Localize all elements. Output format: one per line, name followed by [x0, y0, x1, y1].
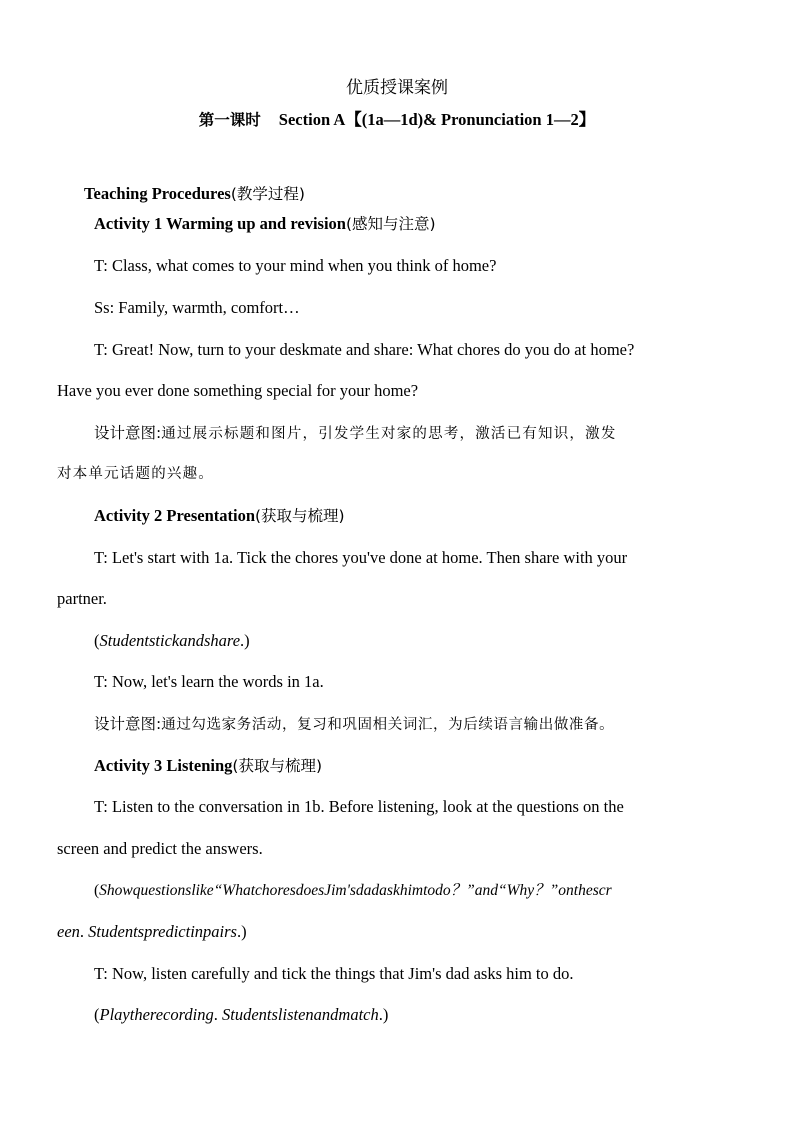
page-title: 优质授课案例 [346, 78, 448, 97]
activity3-heading [94, 755, 322, 777]
design-intent-label: 设计意图: [94, 424, 162, 442]
activity3-line4 [94, 1004, 388, 1026]
activity2-line1b: partner. [57, 589, 107, 608]
paren-open: ( [94, 631, 100, 650]
lesson-label: 第一课时 [198, 111, 261, 129]
activity1-line2: Ss: Family, warmth, comfort… [94, 298, 300, 317]
stage-direction: Studentstickandshare [99, 631, 241, 650]
design-intent-text: 通过展示标题和图片，引发学生对家的思考，激活已有知识，激发 [161, 426, 617, 442]
activity1-title: Activity 1 Warming up and revision [94, 214, 346, 233]
activity3-title-cn: (获取与梳理) [232, 757, 323, 775]
paren-open: ( [94, 882, 100, 899]
design-intent-text: 通过勾选家务活动，复习和巩固相关词汇，为后续语言输出做准备。 [161, 717, 615, 733]
activity2-line2 [94, 630, 250, 652]
activity1-title-cn: (感知与注意) [345, 215, 436, 233]
activity3-line1a: T: Listen to the conversation in 1b. Before listening, look at the questions on the [94, 797, 624, 816]
activity3-line1b: screen and predict the answers. [57, 839, 263, 858]
activity1-line3a: T: Great! Now, turn to your deskmate and share: What chores do you do at home? [94, 340, 635, 359]
paren-close: .) [378, 1005, 389, 1024]
activity3-line3: T: Now, listen carefully and tick the things that Jim's dad asks him to do. [94, 964, 574, 983]
activity2-heading [94, 505, 345, 527]
separator: . [213, 1005, 222, 1024]
section-label: Section A【(1a—1d)& Pronunciation 1—2】 [278, 110, 596, 129]
procedures-heading-en: Teaching Procedures [84, 184, 231, 203]
lesson-subtitle [0, 109, 794, 131]
stage-direction: Studentslistenandmatch [222, 1005, 379, 1024]
activity2-title-cn: (获取与梳理) [255, 507, 345, 525]
activity2-line3: T: Now, let's learn the words in 1a. [94, 672, 324, 691]
activity1-heading [94, 213, 436, 235]
activity1-line1: T: Class, what comes to your mind when you think of home? [94, 256, 497, 275]
activity3-line2b [57, 921, 247, 943]
separator: . [79, 922, 89, 941]
stage-direction: Playtherecording [99, 1005, 214, 1024]
stage-direction: Studentspredictinpairs [88, 922, 237, 941]
procedures-heading-cn: (教学过程) [230, 185, 305, 203]
activity2-line1a: T: Let's start with 1a. Tick the chores you've done at home. Then share with your [94, 548, 628, 567]
activity3-title: Activity 3 Listening [94, 756, 233, 775]
activity1-design [94, 422, 617, 445]
activity3-line2a [94, 880, 612, 902]
activity2-title: Activity 2 Presentation [94, 506, 255, 525]
stage-direction: Showquestionslike“WhatchoresdoesJim'sdadaskhimtodo？”and“Why？”onthescr [99, 882, 612, 899]
stage-direction: een [57, 922, 80, 941]
design-intent-label: 设计意图: [94, 715, 162, 733]
activity2-design [94, 713, 614, 736]
activity1-line3b: Have you ever done something special for your home? [57, 381, 419, 400]
activity1-design-cont: 对本单元话题的兴趣。 [57, 466, 214, 482]
procedures-heading [84, 183, 305, 205]
paren-close: .) [240, 631, 250, 650]
paren-open: ( [94, 1005, 100, 1024]
paren-close: .) [236, 922, 247, 941]
